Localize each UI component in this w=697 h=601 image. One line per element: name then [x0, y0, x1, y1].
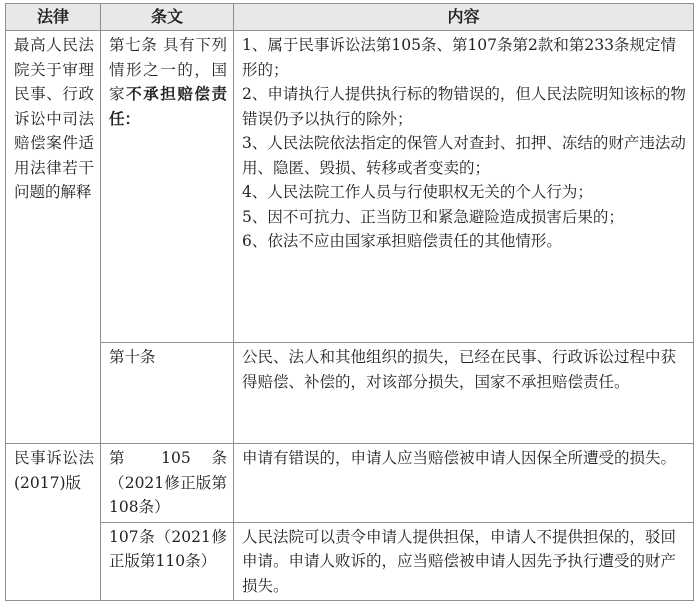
content-text: 申请有错误的，申请人应当赔偿被申请人因保全所遭受的损失。 — [242, 449, 677, 467]
article-text: 第 105 条（2021修正版第108条） — [109, 449, 227, 516]
content-text: 人民法院可以责令申请人提供担保，申请人不提供担保的，驳回申请。申请人败诉的，应当赔偿被申请人因先予执行遭受的财产损失。 — [242, 527, 677, 595]
content-text: 公民、法人和其他组织的损失，已经在民事、行政诉讼过程中获得赔偿、补偿的，对该部分损失，国家不承担赔偿责任。 — [242, 348, 677, 391]
article-tail: ： — [124, 108, 141, 128]
content-item: 2、申请执行人提供执行标的物错误的，但人民法院明知该标的物错误仍予以执行的除外； — [242, 85, 686, 128]
law-name: 最高人民法院关于审理民事、行政诉讼中司法赔偿案件适用法律若干问题的解释 — [14, 36, 94, 201]
article-cell — [101, 31, 234, 343]
table-row — [6, 31, 694, 343]
article-cell — [101, 343, 234, 444]
content-cell — [234, 343, 694, 444]
table-row — [6, 522, 694, 601]
header-content: 内容 — [234, 4, 694, 31]
article-emphasis: 不承担赔偿责任 — [109, 84, 227, 128]
content-item: 5、因不可抗力、正当防卫和紧急避险造成损害后果的； — [242, 207, 624, 226]
law-name-cell — [6, 31, 101, 444]
article-text: 107条（2021修正版第110条） — [109, 527, 227, 570]
content-cell — [234, 31, 694, 343]
table-row — [6, 343, 694, 444]
article-text: 第十条 — [109, 348, 156, 366]
header-row — [6, 4, 694, 31]
header-law: 法律 — [6, 4, 101, 31]
content-item: 1、属于民事诉讼法第105条、第107条第2款和第233条规定情形的； — [242, 36, 676, 79]
content-item: 4、人民法院工作人员与行使职权无关的个人行为； — [242, 183, 593, 201]
article-cell — [101, 522, 234, 601]
table-row — [6, 444, 694, 523]
content-cell — [234, 522, 694, 601]
content-item: 3、人民法院依法指定的保管人对查封、扣押、冻结的财产违法动用、隐匿、毁损、转移或者变卖的； — [242, 134, 686, 177]
header-article: 条文 — [101, 4, 234, 31]
law-table — [5, 3, 694, 601]
article-cell — [101, 444, 234, 523]
law-name: 民事诉讼法(2017)版 — [14, 449, 94, 492]
content-item: 6、依法不应由国家承担赔偿责任的其他情形。 — [242, 232, 562, 250]
content-cell — [234, 444, 694, 523]
law-name-cell — [6, 444, 101, 601]
article-text: 第七条 具有下列情形之一的，国家 — [109, 36, 227, 103]
